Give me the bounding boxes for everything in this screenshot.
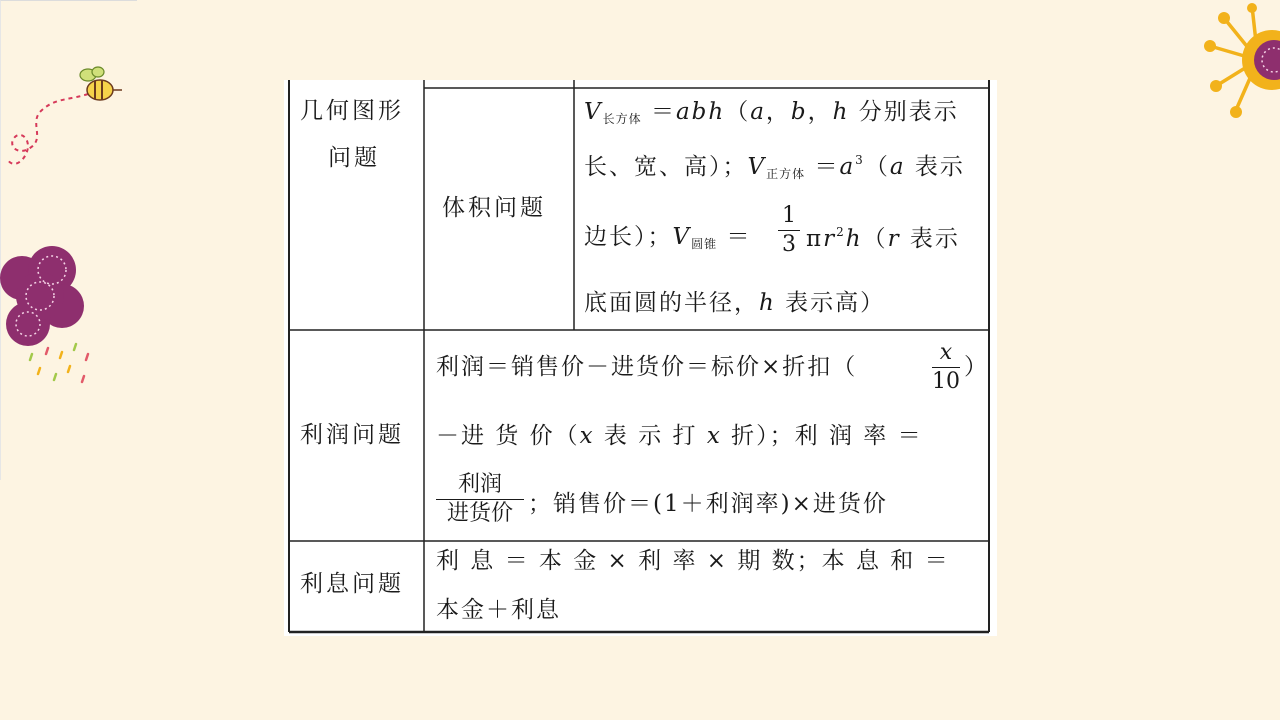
discount-fraction: x 10 — [932, 340, 960, 394]
interest-formula-line1: 利 息 ＝ 本 金 × 利 率 × 期 数；本 息 和 ＝ — [436, 548, 950, 574]
profit-formula-line3: ；销售价＝(1＋利润率)×进货价 — [528, 491, 888, 517]
profit-formula-line2: －进 货 价（x 表 示 打 x 折）；利 润 率 ＝ — [436, 423, 923, 449]
sun-icon — [1196, 0, 1280, 130]
flower-cloud-icon — [0, 240, 110, 400]
volume-formula-line1: $V_{长方体} =abh(a$，b，h 分别表示 — [584, 99, 959, 126]
row-category-geometry-line2: 问题 — [328, 145, 380, 171]
row-subcategory-volume: 体积问题 — [442, 195, 546, 221]
profit-rate-fraction: 利润 进货价 — [436, 474, 524, 525]
profit-formula-line1-close: ） — [964, 354, 989, 380]
row-category-profit: 利润问题 — [300, 422, 404, 448]
volume-formula-line3b: $\pi r^2h(r$ 表示 — [806, 225, 960, 252]
formula-table — [284, 80, 997, 636]
cone-fraction: 1 3 — [778, 205, 800, 256]
profit-formula-line1: 利润＝销售价－进货价＝标价×折扣（ — [436, 354, 858, 380]
volume-formula-line3a: 边长）；$V_{圆锥}$ ＝ — [584, 224, 752, 251]
volume-formula-line4: 底面圆的半径，h 表示高） — [584, 290, 886, 316]
row-category-geometry-line1: 几何图形 — [300, 98, 404, 124]
bee-icon — [0, 60, 130, 180]
row-category-interest: 利息问题 — [300, 571, 404, 597]
volume-formula-line2: 长、宽、高）；$V_{正方体} =a^3(a$ 表示 — [584, 153, 965, 181]
interest-formula-line2: 本金＋利息 — [436, 597, 561, 623]
